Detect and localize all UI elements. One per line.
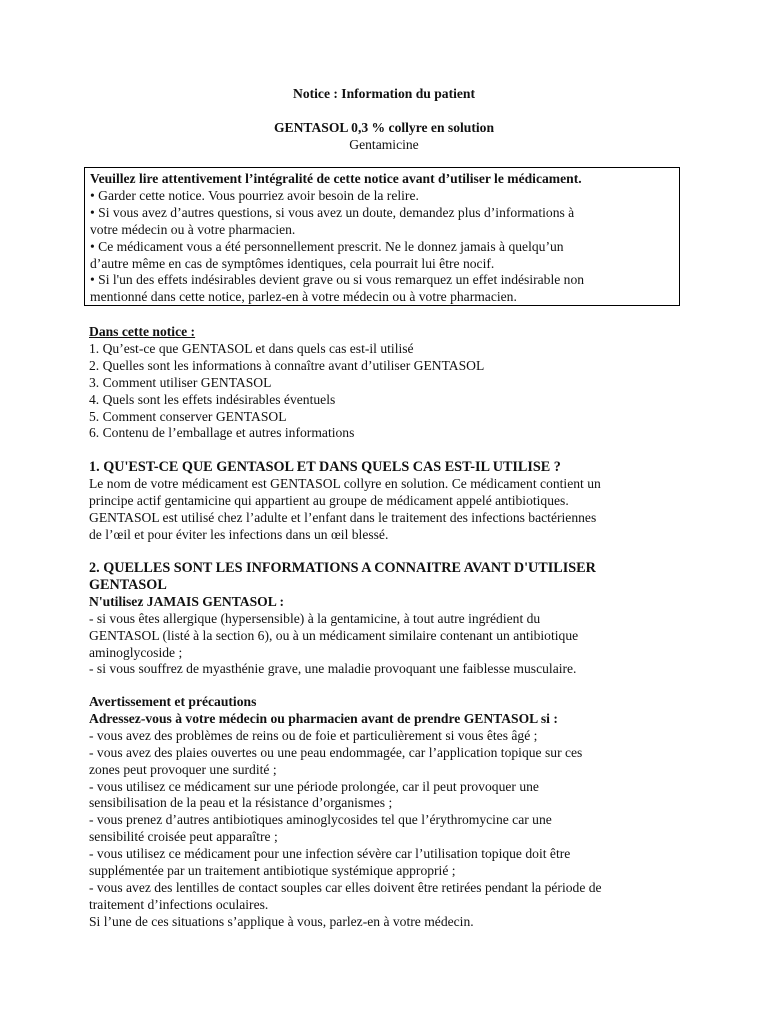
paragraph-line: supplémentée par un traitement antibiotique systémique approprié ; bbox=[89, 863, 456, 879]
precautions-subheading: Adressez-vous à votre médecin ou pharmacien avant de prendre GENTASOL si : bbox=[89, 710, 558, 726]
product-title: GENTASOL 0,3 % collyre en solution bbox=[273, 120, 495, 135]
toc-item: 5. Comment conserver GENTASOL bbox=[89, 408, 287, 424]
toc-item: 4. Quels sont les effets indésirables éventuels bbox=[89, 391, 336, 407]
paragraph-line: - si vous souffrez de myasthénie grave, une maladie provoquant une faiblesse musculaire. bbox=[89, 661, 577, 677]
paragraph-line: - vous utilisez ce médicament pour une infection sévère car l’utilisation topique doit être bbox=[89, 846, 571, 862]
paragraph-line: Si l’une de ces situations s’applique à vous, parlez-en à votre médecin. bbox=[89, 913, 474, 929]
paragraph-line: - si vous êtes allergique (hypersensible) à la gentamicine, à tout autre ingrédient du bbox=[89, 610, 541, 626]
section-1-heading: 1. QU'EST-CE QUE GENTASOL ET DANS QUELS CAS EST-IL UTILISE ? bbox=[89, 459, 561, 475]
warning-line: • Ce médicament vous a été personnellement prescrit. Ne le donnez jamais à quelqu’un bbox=[90, 238, 564, 254]
warning-line: votre médecin ou à votre pharmacien. bbox=[90, 221, 296, 237]
warning-box bbox=[84, 167, 680, 306]
toc-item: 3. Comment utiliser GENTASOL bbox=[89, 374, 272, 390]
warning-line: d’autre même en cas de symptômes identiques, cela pourrait lui être nocif. bbox=[90, 255, 495, 271]
paragraph-line: GENTASOL (listé à la section 6), ou à un médicament similaire contenant un antibiotique bbox=[89, 627, 579, 643]
paragraph-line: de l’œil et pour éviter les infections dans un œil blessé. bbox=[89, 526, 389, 542]
paragraph-line: - vous avez des plaies ouvertes ou une peau endommagée, car l’application topique sur ces bbox=[89, 744, 583, 760]
toc-item: 6. Contenu de l’emballage et autres informations bbox=[89, 425, 355, 441]
warning-line: mentionné dans cette notice, parlez-en à votre médecin ou à votre pharmacien. bbox=[90, 289, 517, 305]
paragraph-line: GENTASOL est utilisé chez l’adulte et l’enfant dans le traitement des infections bactériennes bbox=[89, 509, 597, 525]
paragraph-line: - vous prenez d’autres antibiotiques aminoglycosides tel que l’érythromycine car une bbox=[89, 812, 552, 828]
paragraph-line: - vous avez des lentilles de contact souples car elles doivent être retirées pendant la période de bbox=[89, 879, 602, 895]
paragraph-line: traitement d’infections oculaires. bbox=[89, 896, 269, 912]
precautions-heading: Avertissement et précautions bbox=[89, 694, 257, 709]
warning-line: • Garder cette notice. Vous pourriez avoir besoin de la relire. bbox=[90, 187, 419, 203]
notice-title: Notice : Information du patient bbox=[293, 86, 475, 101]
paragraph-line: - vous avez des problèmes de reins ou de foie et particulièrement si vous êtes âgé ; bbox=[89, 727, 538, 743]
paragraph-line: Le nom de votre médicament est GENTASOL collyre en solution. Ce médicament contient un bbox=[89, 475, 601, 491]
precautions-section bbox=[89, 694, 689, 931]
paragraph-line: principe actif gentamicine qui appartient au groupe de médicament appelé antibiotiques. bbox=[89, 492, 569, 508]
paragraph-line: zones peut provoquer une surdité ; bbox=[89, 761, 277, 777]
section-2-subheading: N'utilisez JAMAIS GENTASOL : bbox=[89, 593, 284, 609]
warning-line: • Si l'un des effets indésirables devient grave ou si vous remarquez un effet indésirable non bbox=[90, 272, 585, 288]
toc-item: 1. Qu’est-ce que GENTASOL et dans quels cas est-il utilisé bbox=[89, 340, 414, 356]
warning-line: • Si vous avez d’autres questions, si vous avez un doute, demandez plus d’informations à bbox=[90, 204, 575, 220]
section-1 bbox=[89, 459, 689, 544]
section-2-heading: 2. QUELLES SONT LES INFORMATIONS A CONNAITRE AVANT D'UTILISER bbox=[89, 560, 596, 576]
section-2-heading-cont: GENTASOL bbox=[89, 576, 167, 593]
paragraph-line: - vous utilisez ce médicament sur une période prolongée, car il peut provoquer une bbox=[89, 778, 539, 794]
substance-name: Gentamicine bbox=[349, 137, 419, 152]
paragraph-line: sensibilité croisée peut apparaître ; bbox=[89, 829, 278, 845]
toc-item: 2. Quelles sont les informations à connaître avant d’utiliser GENTASOL bbox=[89, 357, 485, 373]
table-of-contents bbox=[89, 324, 689, 442]
section-2 bbox=[89, 560, 689, 678]
paragraph-line: sensibilisation de la peau et la résistance d’organismes ; bbox=[89, 795, 393, 811]
paragraph-line: aminoglycoside ; bbox=[89, 644, 183, 660]
warning-heading: Veuillez lire attentivement l’intégralité de cette notice avant d’utiliser le médicament. bbox=[90, 171, 582, 186]
toc-heading: Dans cette notice : bbox=[89, 324, 196, 339]
